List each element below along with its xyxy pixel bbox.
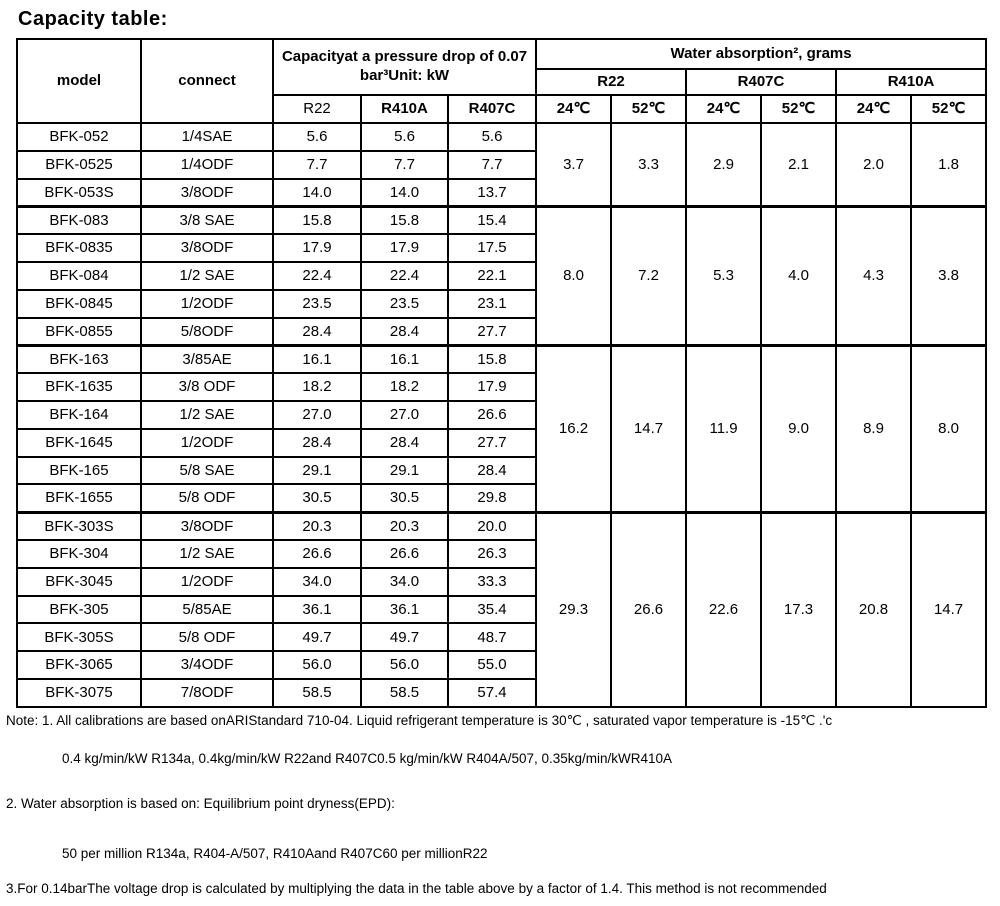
capacity-table-body xyxy=(17,123,986,707)
model-cell: BFK-084 xyxy=(17,262,141,290)
note-2-detail: 50 per million R134a, R404-A/507, R410Aand R407C60 per millionR22 xyxy=(62,846,488,861)
capacity-r22-cell: 17.9 xyxy=(273,234,361,262)
header-temp-r407c-24: 24℃ xyxy=(686,95,761,123)
absorption-r410a-52-cell: 14.7 xyxy=(911,512,986,707)
capacity-r410a-cell: 30.5 xyxy=(361,484,448,512)
table-row xyxy=(17,206,986,234)
capacity-r22-cell: 7.7 xyxy=(273,151,361,179)
connect-cell: 1/2 SAE xyxy=(141,540,273,568)
header-absorption-group: Water absorption², grams xyxy=(536,39,986,69)
capacity-r22-cell: 36.1 xyxy=(273,596,361,624)
connect-cell: 3/8ODF xyxy=(141,512,273,540)
capacity-r410a-cell: 7.7 xyxy=(361,151,448,179)
header-model: model xyxy=(17,39,141,123)
capacity-r410a-cell: 27.0 xyxy=(361,401,448,429)
capacity-r22-cell: 18.2 xyxy=(273,373,361,401)
header-absorption-r407c: R407C xyxy=(686,69,836,95)
capacity-r410a-cell: 34.0 xyxy=(361,568,448,596)
capacity-r22-cell: 58.5 xyxy=(273,679,361,707)
absorption-r407c-52-cell: 4.0 xyxy=(761,206,836,345)
connect-cell: 3/8 ODF xyxy=(141,373,273,401)
capacity-r22-cell: 56.0 xyxy=(273,651,361,679)
absorption-r410a-24-cell: 20.8 xyxy=(836,512,911,707)
note-1: Note: 1. All calibrations are based onARIStandard 710-04. Liquid refrigerant temperature is 30℃ , saturated vapor temperature is -15℃ .'c xyxy=(6,713,833,728)
capacity-r410a-cell: 36.1 xyxy=(361,596,448,624)
absorption-r22-52-cell: 26.6 xyxy=(611,512,686,707)
absorption-r22-24-cell: 8.0 xyxy=(536,206,611,345)
capacity-r407c-cell: 48.7 xyxy=(448,623,536,651)
capacity-r410a-cell: 5.6 xyxy=(361,123,448,151)
model-cell: BFK-304 xyxy=(17,540,141,568)
model-cell: BFK-305 xyxy=(17,596,141,624)
connect-cell: 5/8 ODF xyxy=(141,623,273,651)
model-cell: BFK-305S xyxy=(17,623,141,651)
note-1-detail: 0.4 kg/min/kW R134a, 0.4kg/min/kW R22and R407C0.5 kg/min/kW R404A/507, 0.35kg/min/kWR410A xyxy=(62,751,673,766)
capacity-r410a-cell: 22.4 xyxy=(361,262,448,290)
absorption-r22-52-cell: 14.7 xyxy=(611,345,686,512)
absorption-r407c-24-cell: 22.6 xyxy=(686,512,761,707)
capacity-r407c-cell: 28.4 xyxy=(448,457,536,485)
model-cell: BFK-3075 xyxy=(17,679,141,707)
page-title: Capacity table: xyxy=(18,8,168,30)
model-cell: BFK-1655 xyxy=(17,484,141,512)
notes-section xyxy=(6,711,998,899)
connect-cell: 5/8 SAE xyxy=(141,457,273,485)
connect-cell: 1/2 SAE xyxy=(141,262,273,290)
absorption-r407c-52-cell: 2.1 xyxy=(761,123,836,206)
capacity-r407c-cell: 23.1 xyxy=(448,290,536,318)
connect-cell: 3/8ODF xyxy=(141,179,273,207)
absorption-r410a-52-cell: 3.8 xyxy=(911,206,986,345)
header-connect: connect xyxy=(141,39,273,123)
header-temp-r22-24: 24℃ xyxy=(536,95,611,123)
absorption-r407c-24-cell: 11.9 xyxy=(686,345,761,512)
absorption-r410a-24-cell: 4.3 xyxy=(836,206,911,345)
capacity-r407c-cell: 5.6 xyxy=(448,123,536,151)
capacity-r22-cell: 22.4 xyxy=(273,262,361,290)
header-temp-r407c-52: 52℃ xyxy=(761,95,836,123)
capacity-r410a-cell: 58.5 xyxy=(361,679,448,707)
capacity-r410a-cell: 28.4 xyxy=(361,318,448,346)
header-capacity-r407c: R407C xyxy=(448,95,536,123)
absorption-r407c-52-cell: 9.0 xyxy=(761,345,836,512)
model-cell: BFK-165 xyxy=(17,457,141,485)
capacity-r410a-cell: 56.0 xyxy=(361,651,448,679)
capacity-r407c-cell: 15.4 xyxy=(448,206,536,234)
model-cell: BFK-3045 xyxy=(17,568,141,596)
model-cell: BFK-052 xyxy=(17,123,141,151)
header-capacity-r410a: R410A xyxy=(361,95,448,123)
capacity-r22-cell: 26.6 xyxy=(273,540,361,568)
connect-cell: 1/2 SAE xyxy=(141,401,273,429)
connect-cell: 5/85AE xyxy=(141,596,273,624)
capacity-r410a-cell: 16.1 xyxy=(361,345,448,373)
connect-cell: 1/4SAE xyxy=(141,123,273,151)
table-row xyxy=(17,123,986,151)
capacity-r407c-cell: 57.4 xyxy=(448,679,536,707)
capacity-r410a-cell: 20.3 xyxy=(361,512,448,540)
capacity-r407c-cell: 33.3 xyxy=(448,568,536,596)
model-cell: BFK-0525 xyxy=(17,151,141,179)
table-row xyxy=(17,345,986,373)
capacity-r407c-cell: 27.7 xyxy=(448,318,536,346)
capacity-r22-cell: 29.1 xyxy=(273,457,361,485)
capacity-r407c-cell: 20.0 xyxy=(448,512,536,540)
capacity-r410a-cell: 26.6 xyxy=(361,540,448,568)
model-cell: BFK-163 xyxy=(17,345,141,373)
model-cell: BFK-0845 xyxy=(17,290,141,318)
capacity-r410a-cell: 15.8 xyxy=(361,206,448,234)
capacity-r410a-cell: 29.1 xyxy=(361,457,448,485)
capacity-r407c-cell: 15.8 xyxy=(448,345,536,373)
capacity-r407c-cell: 17.5 xyxy=(448,234,536,262)
header-temp-r22-52: 52℃ xyxy=(611,95,686,123)
header-capacity-group: Capacityat a pressure drop of 0.07 bar³Unit: kW xyxy=(273,39,536,95)
capacity-r407c-cell: 27.7 xyxy=(448,429,536,457)
capacity-r410a-cell: 17.9 xyxy=(361,234,448,262)
capacity-r407c-cell: 13.7 xyxy=(448,179,536,207)
connect-cell: 3/8 SAE xyxy=(141,206,273,234)
model-cell: BFK-0855 xyxy=(17,318,141,346)
capacity-r410a-cell: 49.7 xyxy=(361,623,448,651)
connect-cell: 1/2ODF xyxy=(141,429,273,457)
header-temp-r410a-52: 52℃ xyxy=(911,95,986,123)
capacity-r410a-cell: 14.0 xyxy=(361,179,448,207)
connect-cell: 1/4ODF xyxy=(141,151,273,179)
absorption-r22-24-cell: 16.2 xyxy=(536,345,611,512)
capacity-r407c-cell: 35.4 xyxy=(448,596,536,624)
absorption-r410a-52-cell: 8.0 xyxy=(911,345,986,512)
capacity-r407c-cell: 29.8 xyxy=(448,484,536,512)
absorption-r22-52-cell: 7.2 xyxy=(611,206,686,345)
capacity-r22-cell: 34.0 xyxy=(273,568,361,596)
connect-cell: 3/8ODF xyxy=(141,234,273,262)
absorption-r407c-52-cell: 17.3 xyxy=(761,512,836,707)
header-temp-r410a-24: 24℃ xyxy=(836,95,911,123)
capacity-r22-cell: 30.5 xyxy=(273,484,361,512)
capacity-r22-cell: 28.4 xyxy=(273,318,361,346)
capacity-r22-cell: 20.3 xyxy=(273,512,361,540)
connect-cell: 3/85AE xyxy=(141,345,273,373)
capacity-r407c-cell: 7.7 xyxy=(448,151,536,179)
table-row xyxy=(17,512,986,540)
model-cell: BFK-3065 xyxy=(17,651,141,679)
capacity-r22-cell: 15.8 xyxy=(273,206,361,234)
absorption-r410a-24-cell: 8.9 xyxy=(836,345,911,512)
note-2: 2. Water absorption is based on: Equilibrium point dryness(EPD): xyxy=(6,796,395,811)
model-cell: BFK-303S xyxy=(17,512,141,540)
connect-cell: 5/8 ODF xyxy=(141,484,273,512)
header-absorption-r22: R22 xyxy=(536,69,686,95)
capacity-r22-cell: 5.6 xyxy=(273,123,361,151)
capacity-r22-cell: 23.5 xyxy=(273,290,361,318)
model-cell: BFK-083 xyxy=(17,206,141,234)
capacity-r410a-cell: 28.4 xyxy=(361,429,448,457)
absorption-r22-24-cell: 3.7 xyxy=(536,123,611,206)
connect-cell: 1/2ODF xyxy=(141,290,273,318)
model-cell: BFK-053S xyxy=(17,179,141,207)
capacity-r22-cell: 28.4 xyxy=(273,429,361,457)
connect-cell: 1/2ODF xyxy=(141,568,273,596)
header-capacity-r22: R22 xyxy=(273,95,361,123)
capacity-r407c-cell: 17.9 xyxy=(448,373,536,401)
connect-cell: 3/4ODF xyxy=(141,651,273,679)
absorption-r22-24-cell: 29.3 xyxy=(536,512,611,707)
capacity-r22-cell: 49.7 xyxy=(273,623,361,651)
model-cell: BFK-1635 xyxy=(17,373,141,401)
note-3: 3.For 0.14barThe voltage drop is calculated by multiplying the data in the table above by a factor of 1.4. This method is not recommended xyxy=(6,881,827,896)
absorption-r407c-24-cell: 2.9 xyxy=(686,123,761,206)
capacity-r407c-cell: 22.1 xyxy=(448,262,536,290)
connect-cell: 5/8ODF xyxy=(141,318,273,346)
capacity-r22-cell: 27.0 xyxy=(273,401,361,429)
header-absorption-r410a: R410A xyxy=(836,69,986,95)
model-cell: BFK-164 xyxy=(17,401,141,429)
capacity-r22-cell: 16.1 xyxy=(273,345,361,373)
capacity-r407c-cell: 26.3 xyxy=(448,540,536,568)
capacity-r407c-cell: 26.6 xyxy=(448,401,536,429)
capacity-r22-cell: 14.0 xyxy=(273,179,361,207)
capacity-table xyxy=(16,38,987,708)
absorption-r410a-24-cell: 2.0 xyxy=(836,123,911,206)
capacity-r407c-cell: 55.0 xyxy=(448,651,536,679)
absorption-r410a-52-cell: 1.8 xyxy=(911,123,986,206)
model-cell: BFK-0835 xyxy=(17,234,141,262)
capacity-r410a-cell: 18.2 xyxy=(361,373,448,401)
connect-cell: 7/8ODF xyxy=(141,679,273,707)
capacity-r410a-cell: 23.5 xyxy=(361,290,448,318)
absorption-r407c-24-cell: 5.3 xyxy=(686,206,761,345)
model-cell: BFK-1645 xyxy=(17,429,141,457)
absorption-r22-52-cell: 3.3 xyxy=(611,123,686,206)
table-header xyxy=(17,39,986,123)
